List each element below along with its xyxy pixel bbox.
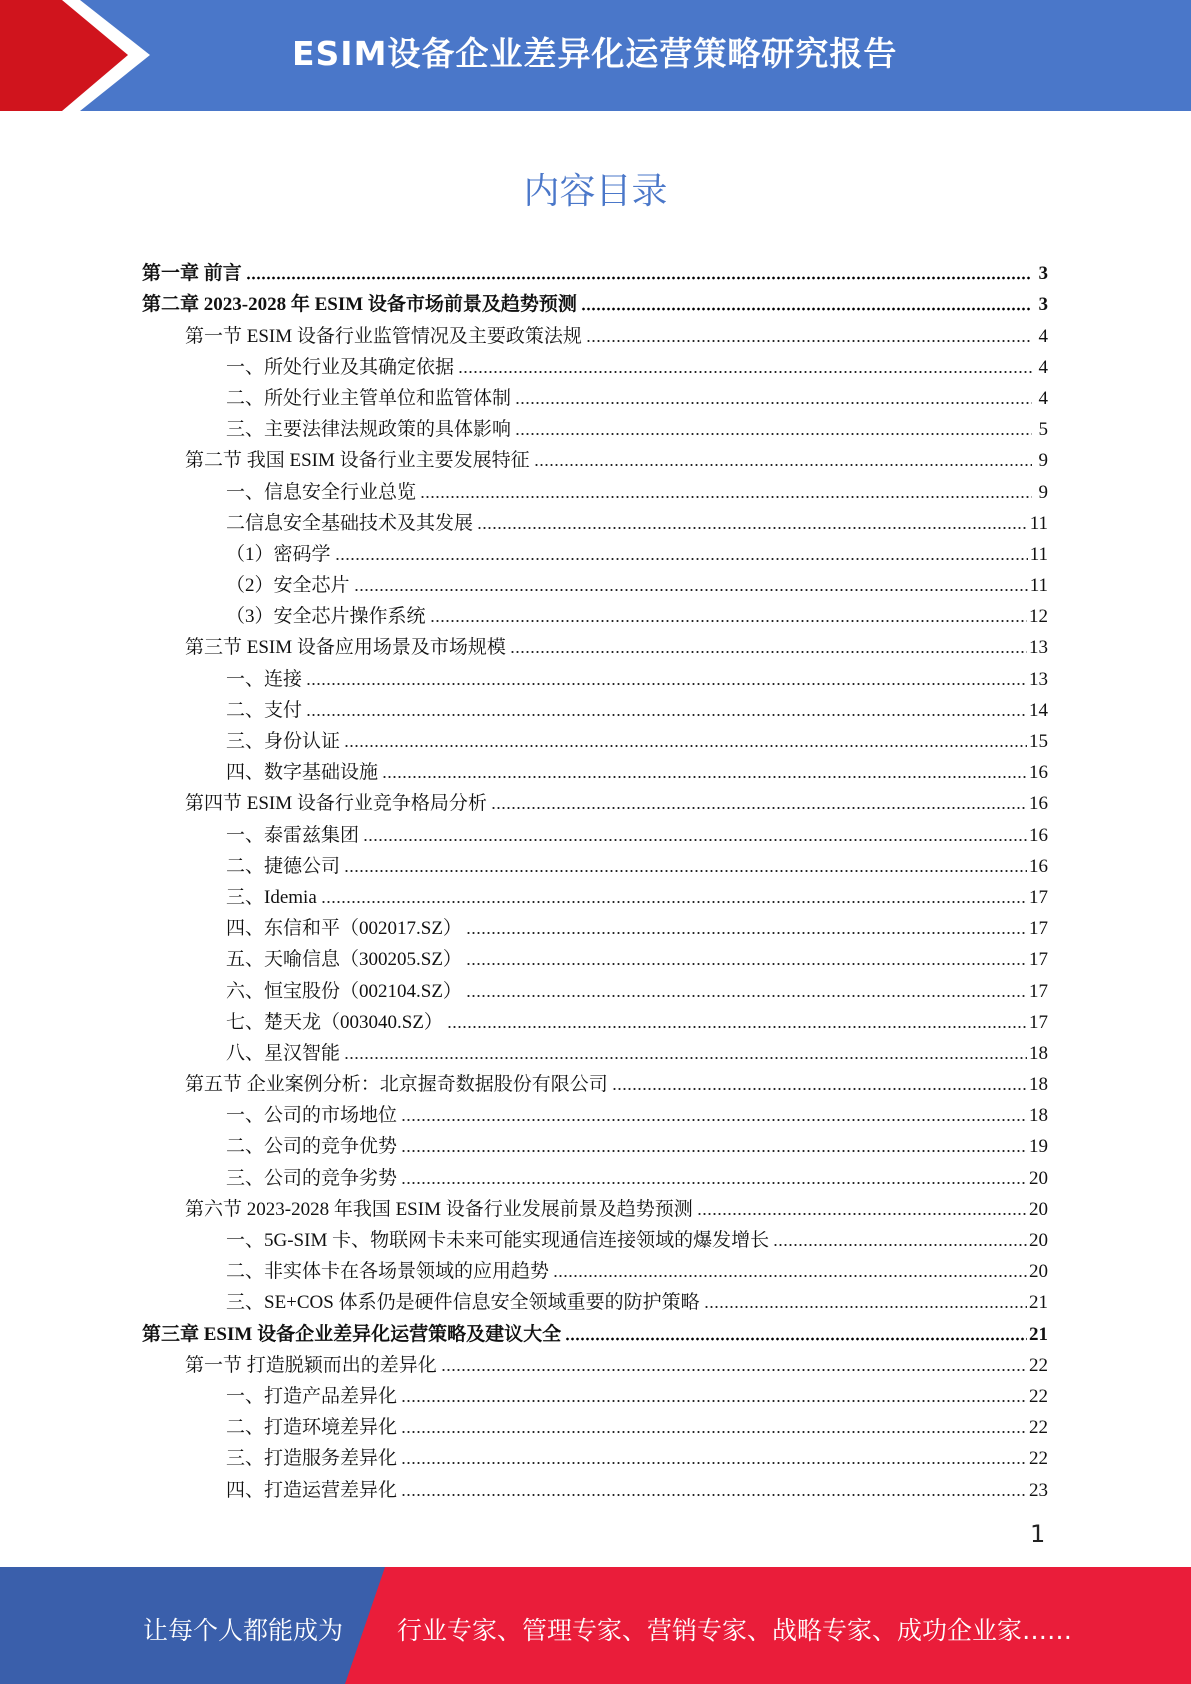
toc-entry[interactable] — [142, 722, 1048, 753]
toc-entry-label: 第四节 ESIM 设备行业竞争格局分析 — [185, 793, 487, 815]
toc-entry[interactable] — [142, 878, 1048, 909]
toc-list — [142, 254, 1048, 1502]
toc-entry-label: 二、公司的竞争优势 — [226, 1136, 398, 1158]
toc-dot-leader — [401, 1430, 1027, 1434]
toc-entry[interactable] — [142, 379, 1048, 410]
toc-entry-page: 3 — [1038, 263, 1048, 285]
header-banner — [0, 0, 1191, 111]
toc-entry-page: 19 — [1029, 1136, 1048, 1158]
toc-entry-page: 17 — [1029, 886, 1048, 908]
toc-entry-label: 第一章 前言 — [142, 263, 242, 285]
toc-dot-leader — [306, 682, 1027, 686]
toc-entry-page: 20 — [1029, 1198, 1048, 1220]
toc-entry-label: 第二节 我国 ESIM 设备行业主要发展特征 — [185, 450, 530, 472]
toc-entry-page: 9 — [1038, 481, 1048, 503]
toc-entry[interactable] — [142, 285, 1048, 316]
toc-dot-leader — [773, 1243, 1027, 1247]
toc-entry-page: 17 — [1029, 918, 1048, 940]
toc-entry-page: 22 — [1029, 1448, 1048, 1470]
toc-dot-leader — [382, 775, 1027, 779]
toc-dot-leader — [246, 276, 1032, 280]
toc-entry-label: （2）安全芯片 — [226, 575, 350, 597]
toc-dot-leader — [466, 994, 1027, 998]
toc-entry-label: 四、东信和平（002017.SZ） — [226, 918, 462, 940]
page-number: 1 — [1030, 1520, 1046, 1548]
toc-entry[interactable] — [142, 1377, 1048, 1408]
toc-entry-page: 3 — [1038, 294, 1048, 316]
toc-entry-label: 第一节 打造脱颖而出的差异化 — [185, 1354, 437, 1376]
toc-entry-page: 20 — [1029, 1230, 1048, 1251]
toc-entry[interactable] — [142, 597, 1048, 628]
toc-entry[interactable] — [142, 472, 1048, 503]
toc-entry-label: 第一节 ESIM 设备行业监管情况及主要政策法规 — [185, 325, 582, 347]
toc-entry[interactable] — [142, 1065, 1048, 1096]
toc-entry-page: 4 — [1038, 387, 1048, 409]
toc-entry[interactable] — [142, 1127, 1048, 1158]
toc-dot-leader — [401, 1149, 1027, 1153]
toc-entry[interactable] — [142, 1096, 1048, 1127]
toc-entry[interactable] — [142, 1314, 1048, 1345]
toc-dot-leader — [321, 900, 1027, 904]
toc-entry-page: 22 — [1029, 1417, 1048, 1439]
toc-entry-label: 一、泰雷兹集团 — [226, 824, 360, 846]
toc-dot-leader — [420, 495, 1032, 499]
toc-entry-page: 23 — [1029, 1479, 1048, 1501]
toc-dot-leader — [401, 1461, 1027, 1465]
toc-entry-page: 15 — [1029, 731, 1048, 752]
toc-entry-page: 21 — [1029, 1323, 1048, 1345]
toc-entry-page: 4 — [1038, 356, 1048, 378]
toc-entry[interactable] — [142, 659, 1048, 690]
toc-entry-page: 17 — [1029, 949, 1048, 971]
toc-entry-page: 16 — [1029, 824, 1048, 846]
toc-entry-page: 4 — [1038, 325, 1048, 347]
toc-entry-page: 13 — [1029, 637, 1048, 659]
toc-entry[interactable] — [142, 348, 1048, 379]
toc-entry-page: 20 — [1029, 1167, 1048, 1189]
toc-dot-leader — [534, 463, 1032, 467]
toc-entry-label: 六、恒宝股份（002104.SZ） — [226, 980, 462, 1002]
toc-entry-page: 11 — [1029, 575, 1048, 597]
toc-dot-leader — [458, 370, 1032, 374]
toc-entry-page: 14 — [1029, 699, 1048, 721]
toc-entry-page: 18 — [1029, 1105, 1048, 1127]
toc-entry-label: （1）密码学 — [226, 543, 331, 565]
toc-dot-leader — [401, 1181, 1027, 1185]
toc-entry[interactable] — [142, 316, 1048, 347]
toc-entry[interactable] — [142, 566, 1048, 597]
toc-entry-label: 二信息安全基础技术及其发展 — [226, 512, 474, 534]
toc-entry[interactable] — [142, 441, 1048, 472]
toc-entry-label: 一、打造产品差异化 — [226, 1385, 398, 1407]
toc-dot-leader — [344, 1056, 1027, 1060]
toc-dot-leader — [565, 1337, 1027, 1341]
toc-dot-leader — [447, 1025, 1027, 1029]
toc-entry-page: 18 — [1029, 1074, 1048, 1096]
toc-entry-page: 13 — [1029, 668, 1048, 690]
toc-dot-leader — [612, 1087, 1027, 1091]
toc-entry[interactable] — [142, 410, 1048, 441]
toc-entry-label: （3）安全芯片操作系统 — [226, 606, 426, 628]
toc-entry-label: 第六节 2023-2028 年我国 ESIM 设备行业发展前景及趋势预测 — [185, 1198, 693, 1220]
toc-entry[interactable] — [142, 909, 1048, 940]
toc-dot-leader — [704, 1305, 1027, 1309]
toc-entry[interactable] — [142, 1034, 1048, 1065]
toc-dot-leader — [335, 557, 1028, 561]
toc-entry-label: 三、身份认证 — [226, 731, 341, 752]
toc-entry-page: 11 — [1029, 512, 1048, 534]
toc-dot-leader — [441, 1368, 1027, 1372]
toc-entry-page: 16 — [1029, 793, 1048, 815]
toc-dot-leader — [515, 432, 1032, 436]
footer-slogan-left: 让每个人都能成为 — [143, 1616, 344, 1645]
toc-dot-leader — [466, 962, 1027, 966]
toc-heading: 内容目录 — [523, 171, 668, 212]
toc-entry-label: 二、打造环境差异化 — [226, 1417, 398, 1439]
toc-entry-page: 17 — [1029, 1011, 1048, 1033]
toc-entry-label: 七、楚天龙（003040.SZ） — [226, 1011, 443, 1033]
toc-entry-page: 22 — [1029, 1385, 1048, 1407]
toc-entry[interactable] — [142, 1408, 1048, 1439]
toc-dot-leader — [491, 806, 1027, 810]
toc-entry-page: 18 — [1029, 1042, 1048, 1064]
toc-dot-leader — [697, 1212, 1027, 1216]
toc-entry[interactable] — [142, 535, 1048, 566]
toc-entry-label: 三、主要法律法规政策的具体影响 — [226, 419, 512, 441]
toc-entry[interactable] — [142, 254, 1048, 285]
toc-dot-leader — [354, 588, 1028, 592]
toc-dot-leader — [401, 1399, 1027, 1403]
toc-dot-leader — [581, 307, 1032, 311]
toc-dot-leader — [586, 339, 1032, 343]
toc-entry-label: 三、公司的竞争劣势 — [226, 1167, 398, 1189]
toc-entry[interactable] — [142, 1158, 1048, 1189]
toc-entry[interactable] — [142, 1252, 1048, 1283]
toc-entry[interactable] — [142, 504, 1048, 535]
toc-dot-leader — [401, 1118, 1027, 1122]
toc-entry-label: 二、支付 — [226, 699, 303, 721]
toc-entry-label: 一、公司的市场地位 — [226, 1105, 398, 1127]
toc-entry[interactable] — [142, 691, 1048, 722]
toc-entry-label: 五、天喻信息（300205.SZ） — [226, 949, 462, 971]
toc-entry-page: 9 — [1038, 450, 1048, 472]
toc-dot-leader — [510, 650, 1027, 654]
toc-entry-label: 二、非实体卡在各场景领域的应用趋势 — [226, 1261, 550, 1283]
toc-entry-label: 二、捷德公司 — [226, 855, 341, 877]
toc-entry-label: 一、信息安全行业总览 — [226, 481, 417, 503]
toc-entry[interactable] — [142, 1346, 1048, 1377]
toc-dot-leader — [363, 838, 1027, 842]
toc-dot-leader — [344, 869, 1027, 873]
toc-entry[interactable] — [142, 940, 1048, 971]
toc-dot-leader — [430, 619, 1027, 623]
toc-entry-page: 16 — [1029, 762, 1048, 784]
toc-entry-page: 16 — [1029, 855, 1048, 877]
toc-entry-page: 22 — [1029, 1354, 1048, 1376]
toc-entry[interactable] — [142, 753, 1048, 784]
toc-entry-label: 二、所处行业主管单位和监管体制 — [226, 387, 512, 409]
toc-entry-label: 三、SE+COS 体系仍是硬件信息安全领域重要的防护策略 — [226, 1292, 700, 1314]
toc-entry-label: 第二章 2023-2028 年 ESIM 设备市场前景及趋势预测 — [142, 294, 577, 316]
toc-dot-leader — [344, 744, 1027, 748]
toc-entry-page: 12 — [1029, 606, 1048, 628]
toc-entry[interactable] — [142, 971, 1048, 1002]
toc-dot-leader — [553, 1274, 1027, 1278]
toc-dot-leader — [401, 1493, 1027, 1497]
toc-entry-page: 21 — [1029, 1292, 1048, 1314]
toc-entry-page: 5 — [1038, 419, 1048, 441]
toc-entry[interactable] — [142, 1439, 1048, 1470]
toc-entry-label: 一、5G-SIM 卡、物联网卡未来可能实现通信连接领域的爆发增长 — [226, 1230, 770, 1251]
toc-dot-leader — [515, 401, 1032, 405]
toc-entry-label: 第五节 企业案例分析：北京握奇数据股份有限公司 — [185, 1074, 608, 1096]
toc-entry-page: 17 — [1029, 980, 1048, 1002]
toc-entry-label: 第三章 ESIM 设备企业差异化运营策略及建议大全 — [142, 1323, 562, 1345]
footer-banner — [0, 1567, 1191, 1684]
toc-entry[interactable] — [142, 815, 1048, 846]
toc-entry-label: 三、打造服务差异化 — [226, 1448, 398, 1470]
toc-dot-leader — [306, 713, 1027, 717]
toc-entry-label: 一、连接 — [226, 668, 303, 690]
toc-entry[interactable] — [142, 1003, 1048, 1034]
toc-entry-label: 四、打造运营差异化 — [226, 1479, 398, 1501]
toc-entry-label: 八、星汉智能 — [226, 1042, 341, 1064]
report-title: ESIM设备企业差异化运营策略研究报告 — [292, 34, 898, 73]
toc-entry[interactable] — [142, 784, 1048, 815]
toc-entry[interactable] — [142, 1283, 1048, 1314]
toc-entry[interactable] — [142, 1190, 1048, 1221]
toc-entry[interactable] — [142, 628, 1048, 659]
toc-entry-label: 四、数字基础设施 — [226, 762, 379, 784]
toc-entry-label: 第三节 ESIM 设备应用场景及市场规模 — [185, 637, 506, 659]
toc-dot-leader — [477, 526, 1028, 530]
toc-entry[interactable] — [142, 847, 1048, 878]
toc-dot-leader — [466, 931, 1027, 935]
toc-entry-page: 11 — [1029, 543, 1048, 565]
toc-entry[interactable] — [142, 1221, 1048, 1252]
toc-entry-label: 一、所处行业及其确定依据 — [226, 356, 455, 378]
toc-entry-page: 20 — [1029, 1261, 1048, 1283]
toc-entry[interactable] — [142, 1470, 1048, 1501]
toc-entry-label: 三、Idemia — [226, 886, 317, 908]
footer-slogan-right: 行业专家、管理专家、营销专家、战略专家、成功企业家…… — [397, 1616, 1073, 1645]
